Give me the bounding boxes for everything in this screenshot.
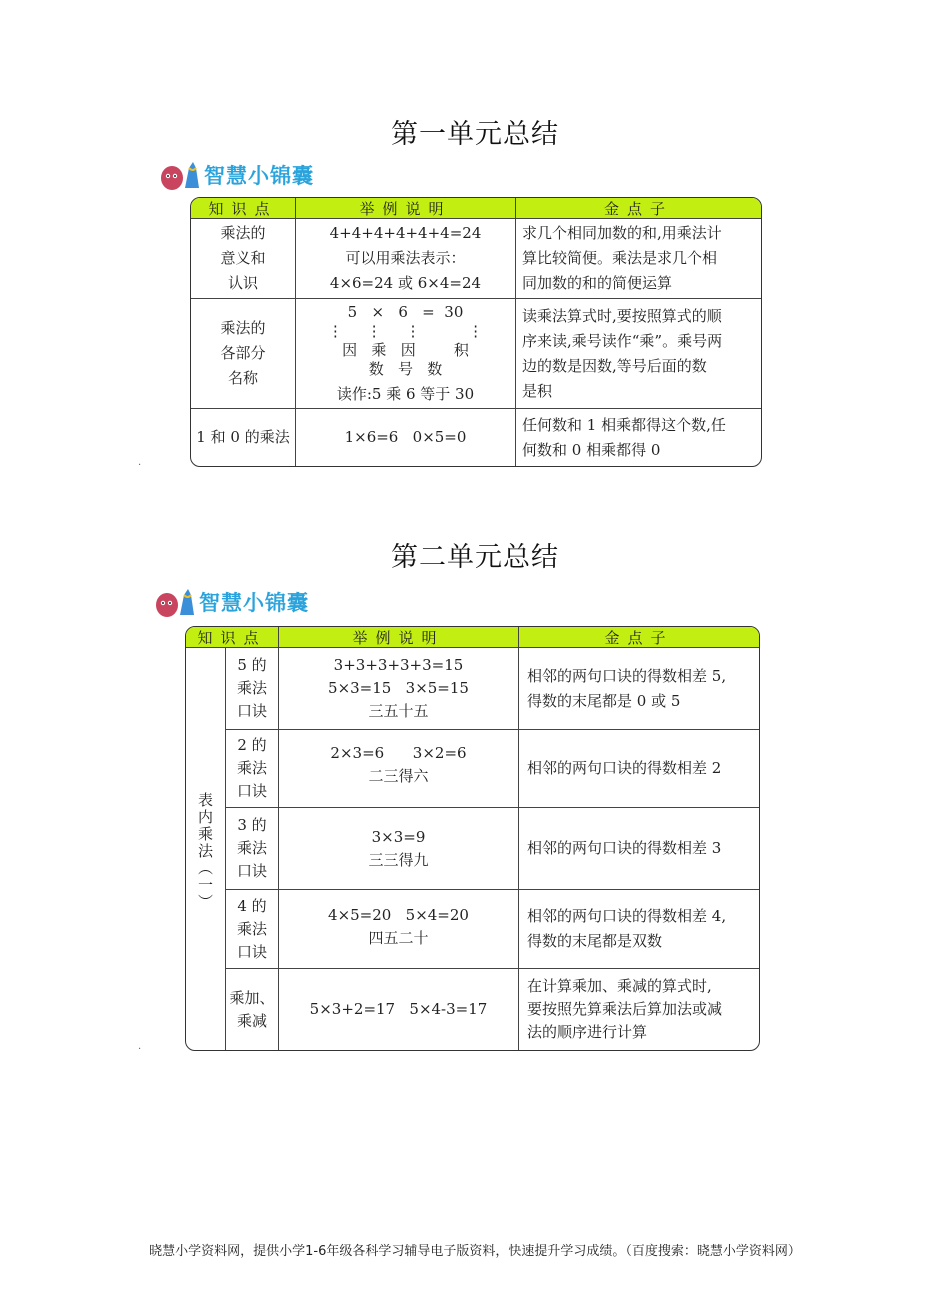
unit1-row2-tip: 读乘法算式时,要按照算式的顺 序来读,乘号读作“乘”。乘号两 边的数是因数,等号后面的数 是积 xyxy=(522,306,723,400)
unit2-row1-tip: 相邻的两句口诀的得数相差 5, 得数的末尾都是 0 或 5 xyxy=(527,666,727,710)
unit2-title: 第二单元总结 xyxy=(391,542,559,573)
bag-mascot-icon xyxy=(153,585,195,619)
unit2-row3-point: 3 的 乘法 口诀 xyxy=(236,816,267,880)
unit2-row4-tip: 相邻的两句口诀的得数相差 4, 得数的末尾都是双数 xyxy=(527,907,727,950)
unit2-row4-example: 4×5=20 5×4=20 四五二十 xyxy=(328,906,469,947)
unit2-row5-point: 乘加、 乘减 xyxy=(229,988,275,1030)
unit1-row3-tip: 任何数和 1 相乘都得这个数,任 何数和 0 相乘都得 0 xyxy=(522,415,726,459)
bag-mascot-icon xyxy=(158,158,200,192)
unit2-row5-example: 5×3+2=17 5×4-3=17 xyxy=(309,1000,488,1018)
unit1-row2-example: 5 × 6 = 30 ⋮ ⋮ ⋮ ⋮ 因 乘 因 积 数 号 数 读作:5 乘 6 等于 30 xyxy=(327,303,484,403)
unit1-badge xyxy=(158,158,314,192)
unit2-header-tip: 金点子 xyxy=(518,627,759,647)
unit2-row5-tip: 在计算乘加、乘减的算式时, 要按照先算乘法后算加法或减 法的顺序进行计算 xyxy=(527,977,723,1041)
unit1-row2-point: 乘法的 各部分 名称 xyxy=(220,319,266,387)
page-footer: 晓慧小学资料网，提供小学1-6年级各科学习辅导电子版资料，快速提升学习成绩。（百度搜索：晓慧小学资料网） xyxy=(149,1244,801,1259)
unit1-row1-tip: 求几个相同加数的和,用乘法计 算比较简便。乘法是求几个相 同加数的和的简便运算 xyxy=(522,224,722,292)
unit1-badge-label: 智慧小锦囊 xyxy=(204,164,314,188)
unit2-header-point: 知识点 xyxy=(186,627,278,647)
unit2-table xyxy=(185,626,760,1051)
unit2-row1-point: 5 的 乘法 口诀 xyxy=(236,656,267,720)
unit2-group-label: 表内乘法（一） xyxy=(196,792,214,911)
unit1-row1-example: 4+4+4+4+4+4=24 可以用乘法表示： 4×6=24 或 6×4=24 xyxy=(329,224,482,292)
decorative-dots: · xyxy=(138,460,142,471)
unit2-badge-label: 智慧小锦囊 xyxy=(199,591,309,615)
unit2-badge xyxy=(153,585,309,619)
unit2-row2-point: 2 的 乘法 口诀 xyxy=(236,736,267,800)
unit2-row2-example: 2×3=6 3×2=6 二三得六 xyxy=(330,744,467,785)
unit2-row4-point: 4 的 乘法 口诀 xyxy=(236,896,267,961)
unit1-title: 第一单元总结 xyxy=(391,119,559,150)
unit1-row1-point: 乘法的 意义和 认识 xyxy=(220,224,266,292)
unit2-row3-example: 3×3=9 三三得九 xyxy=(368,827,429,869)
unit2-row3-tip: 相邻的两句口诀的得数相差 3 xyxy=(527,839,722,857)
decorative-dots: · xyxy=(138,1044,142,1055)
unit1-header-point: 知识点 xyxy=(191,198,295,218)
unit1-header-tip: 金点子 xyxy=(515,198,761,218)
unit2-header-example: 举例说明 xyxy=(278,627,518,647)
unit1-row3-example: 1×6=6 0×5=0 xyxy=(344,428,467,446)
unit1-header-example: 举例说明 xyxy=(295,198,515,218)
unit1-table xyxy=(190,197,762,467)
unit2-row2-tip: 相邻的两句口诀的得数相差 2 xyxy=(527,759,722,777)
unit1-row3-point: 1 和 0 的乘法 xyxy=(196,428,290,446)
unit2-row1-example: 3+3+3+3+3=15 5×3=15 3×5=15 三五十五 xyxy=(328,656,469,720)
